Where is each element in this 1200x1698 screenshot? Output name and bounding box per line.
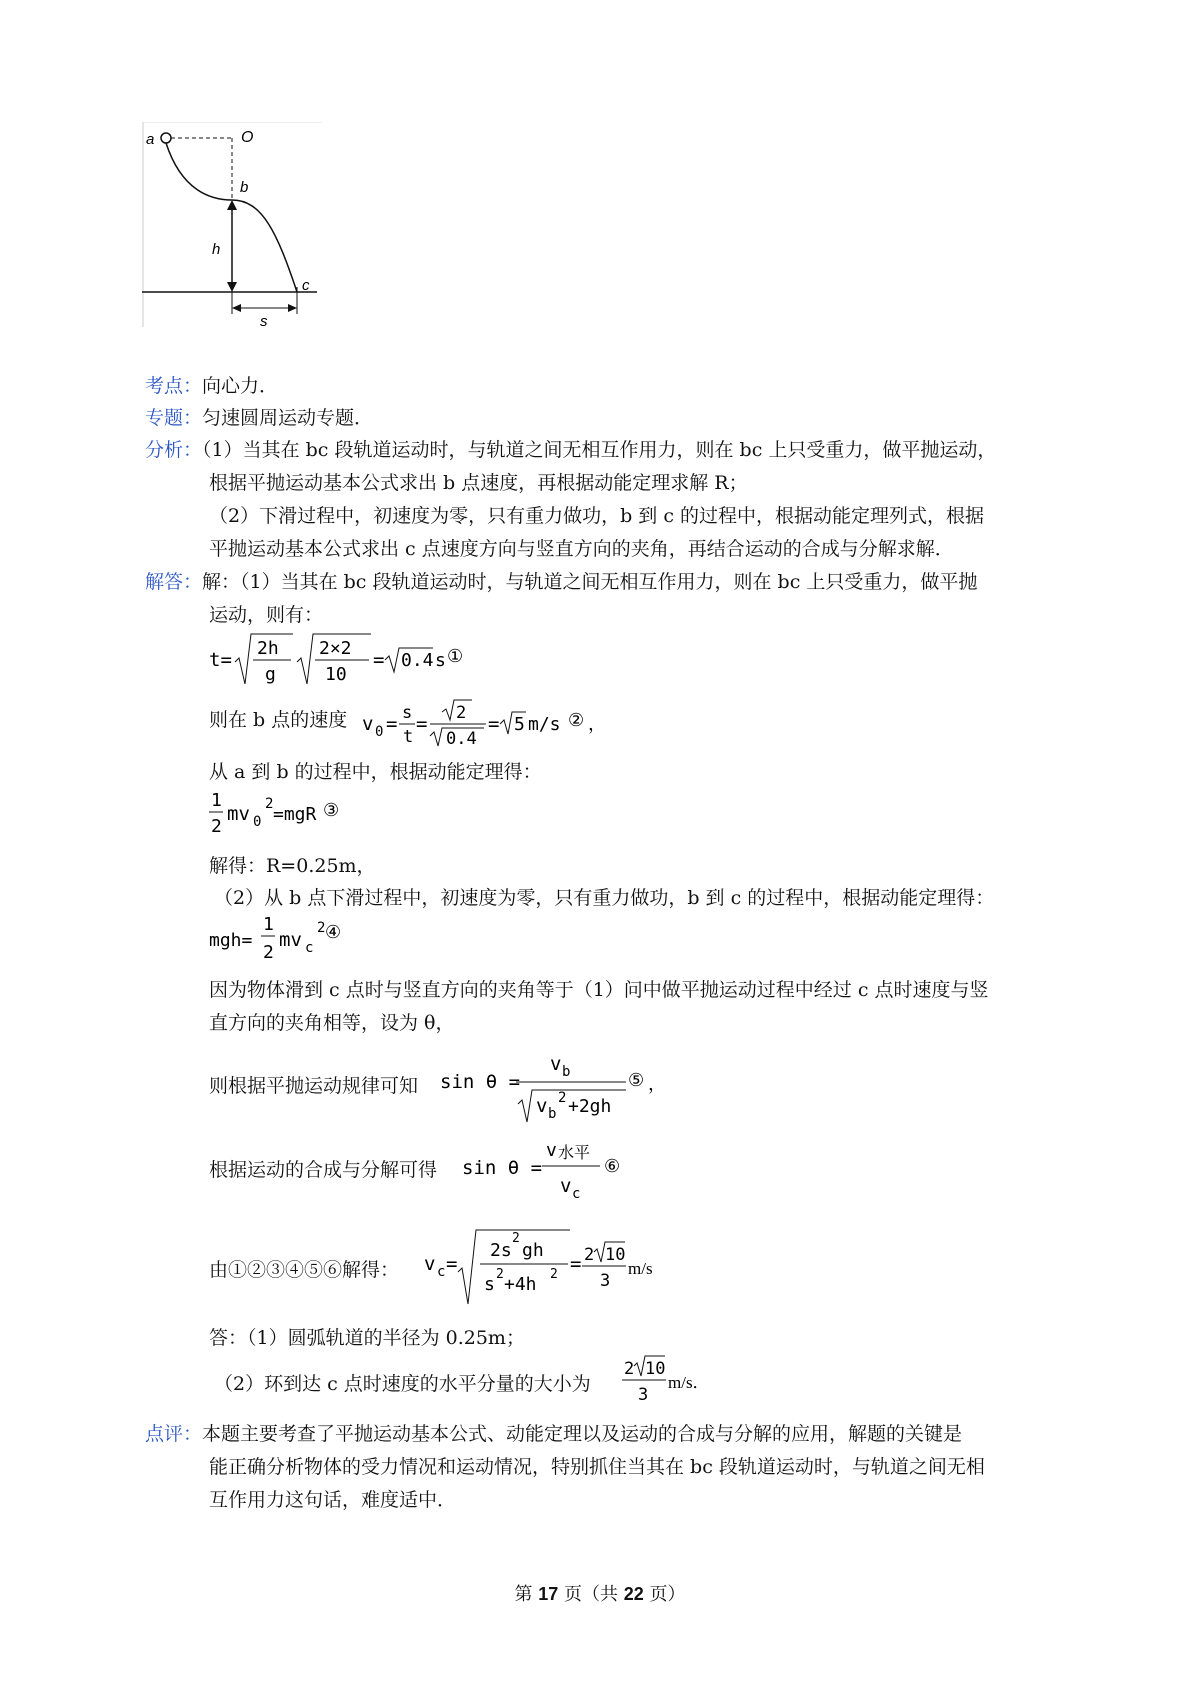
eq2-punct: ， [588,714,606,735]
answer-2-text: （2）环到达 c 点时速度的水平分量的大小为 [214,1373,591,1395]
eq5-mark: ⑤ [628,1070,645,1091]
fenxi-label: 分析： [145,439,203,461]
eq7-num-a: 2s [490,1240,512,1261]
page-footer [0,1580,1200,1606]
footer-post: 页） [643,1584,686,1605]
jieda-line-7: 因为物体滑到 c 点时与竖直方向的夹角等于（1）问中做平抛运动过程中经过 c 点时速度与竖 [209,979,989,1001]
eq4-sup: 2 [317,920,326,936]
eq2-eq-1: = [386,713,398,735]
jieda-line-6: （2）从 b 点下滑过程中，初速度为零，只有重力做功，b 到 c 的过程中，根据动能定理得： [214,887,995,909]
eq7-r-coef: 2 [584,1245,595,1265]
zhuanti-text: 匀速圆周运动专题． [202,407,374,429]
eq5-lhs: sin θ = [440,1071,521,1093]
eq1-lhs: t= [209,649,232,671]
jieda-line-2: 运动，则有： [209,604,324,626]
eq6-num: v [546,1140,557,1161]
eq7-r: 10 [605,1245,626,1265]
kaodian-label: 考点： [145,375,203,397]
dianping-label: 点评： [145,1423,203,1445]
s-arrow-head-left [232,304,241,312]
equation-5 [440,1042,700,1126]
eq2-eq-3: = [488,713,500,735]
jieda-line-8: 直方向的夹角相等，设为 θ， [209,1012,455,1034]
eq4-sub: c [305,940,314,956]
s-arrow-head-right [288,304,297,312]
arc-ab [166,143,232,200]
label-o: O [241,129,254,146]
label-b: b [240,179,249,196]
track-diagram [142,122,322,327]
eq7-v: v [424,1253,436,1275]
jieda-line-9: 则根据平抛运动规律可知 [209,1075,419,1097]
eq2-eq-2: = [416,713,428,735]
eq6-den: v [560,1175,572,1197]
eq2-unit: m/s [528,714,561,735]
eq7-densup-1: 2 [496,1267,504,1282]
eq5-dentail: +2gh [568,1096,612,1117]
equation-6 [462,1132,662,1206]
fenxi-line-3: （2）下滑过程中，初速度为零，只有重力做功，b 到 c 的过程中，根据动能定理列式，根据 [209,505,985,527]
dianping-line-2: 能正确分析物体的受力情况和运动情况，特别抓住当其在 bc 段轨道运动时，与轨道之间无相 [209,1456,985,1478]
eq3-sup: 2 [265,796,274,812]
eq2-num-1: s [402,703,413,723]
eq2-den-2: 0.4 [446,729,477,749]
eq7-unit: m/s [628,1259,653,1278]
eq7-numtail: gh [522,1240,544,1261]
footer-pre: 第 [514,1584,539,1605]
eq1-equals: = [373,649,385,671]
footer-mid: 页（共 [558,1584,624,1605]
h-arrow-head-up [227,200,237,210]
equation-1 [209,628,469,688]
eq7-numsup: 2 [512,1231,520,1246]
eq7-den-h: +4h [504,1274,537,1295]
eq1-num-2: 2×2 [319,638,352,659]
ring-a [161,133,171,143]
label-h: h [212,241,221,258]
eq7-den-s: s [484,1274,495,1295]
label-c: c [302,277,310,294]
eq6-mark: ⑥ [604,1156,621,1177]
answer-2 [214,1372,591,1396]
eq2-sub: 0 [375,724,384,740]
dianping-row [145,1422,962,1446]
eq5-num: v [550,1053,562,1075]
equation-3 [209,786,409,842]
eq1-num-1: 2h [257,638,279,659]
ans-r: 10 [645,1359,666,1379]
eq5-densup: 2 [558,1090,567,1106]
zhuanti-row [145,406,373,430]
eq3-sub: 0 [253,814,262,830]
curve-bc [232,200,297,292]
jieda-label: 解答： [145,571,203,593]
eq2-mark: ② [568,710,585,731]
eq3-num: 1 [211,790,222,811]
answer-1: 答：（1）圆弧轨道的半径为 0.25m； [209,1327,525,1349]
eq1-unit: s [435,650,446,671]
zhuanti-label: 专题： [145,407,203,429]
label-s: s [260,313,268,327]
footer-page: 17 [538,1584,559,1604]
eq1-den-1: g [265,664,276,685]
equation-7 [420,1224,680,1308]
jieda-line-1: 解：（1）当其在 bc 段轨道运动时，与轨道之间无相互作用力，则在 bc 上只受重力，做平抛 [202,571,978,593]
jieda-line-3: 则在 b 点的速度 [209,709,348,731]
footer-total: 22 [623,1584,644,1604]
eq4-mark: ④ [325,922,342,943]
equation-4 [209,910,409,968]
jieda-line-4: 从 a 到 b 的过程中，根据动能定理得： [209,761,542,783]
kaodian-row [145,374,278,398]
eq1-tail: 0.4 [401,650,434,671]
eq5-densub: b [548,1106,557,1122]
eq4-num: 1 [263,914,274,935]
answer-2-fraction [622,1352,732,1408]
eq3-body: mv [227,803,250,825]
eq5-den-v: v [536,1095,548,1117]
eq2-v: v [362,713,374,735]
label-a: a [146,131,155,148]
eq4-den: 2 [263,942,274,963]
fenxi-line-4: 平抛运动基本公式求出 c 点速度方向与竖直方向的夹角，再结合运动的合成与分解求解． [209,538,954,560]
eq6-lhs: sin θ = [462,1157,543,1179]
kaodian-text: 向心力． [202,375,279,397]
eq4-body: mv [279,929,302,951]
ans-unit: m/s． [668,1373,710,1392]
eq6-densub: c [572,1186,581,1202]
eq7-eq: = [446,1253,458,1275]
eq6-numsub: 水平 [558,1143,591,1162]
equation-2 [362,690,622,750]
eq3-mark: ③ [323,800,340,821]
eq2-den-1: t [403,727,414,747]
jieda-row [145,570,977,594]
ans-coef: 2 [624,1359,635,1379]
eq2-r: 5 [514,714,525,735]
jieda-line-10: 根据运动的合成与分解可得 [209,1159,438,1181]
jieda-line-11: 由①②③④⑤⑥解得： [209,1259,400,1281]
eq2-num-2: 2 [456,703,467,723]
eq1-mark: ① [447,646,464,667]
fenxi-line-1: （1）当其在 bc 段轨道运动时，与轨道之间无相互作用力，则在 bc 上只受重力，做平抛运动， [202,439,997,461]
ans-den: 3 [638,1385,649,1405]
jieda-line-5: 解得：R=0.25m， [209,855,376,877]
eq1-den-2: 10 [325,664,347,685]
dianping-line-1: 本题主要考查了平抛运动基本公式、动能定理以及运动的合成与分解的应用，解题的关键是 [202,1423,963,1445]
eq5-numsub: b [562,1064,571,1080]
eq7-r-den: 3 [600,1271,611,1291]
eq7-eq-2: = [570,1253,582,1275]
eq5-punct: ， [648,1074,666,1095]
dianping-line-3: 互作用力这句话，难度适中． [209,1489,457,1511]
eq7-sub: c [437,1264,446,1280]
eq3-den: 2 [211,816,222,837]
eq7-densup-2: 2 [550,1267,558,1282]
eq3-rhs: =mgR [273,804,317,825]
fenxi-line-2: 根据平抛运动基本公式求出 b 点速度，再根据动能定理求解 R； [209,472,748,494]
fenxi-row [145,438,996,462]
eq4-lhs: mgh= [209,930,253,951]
